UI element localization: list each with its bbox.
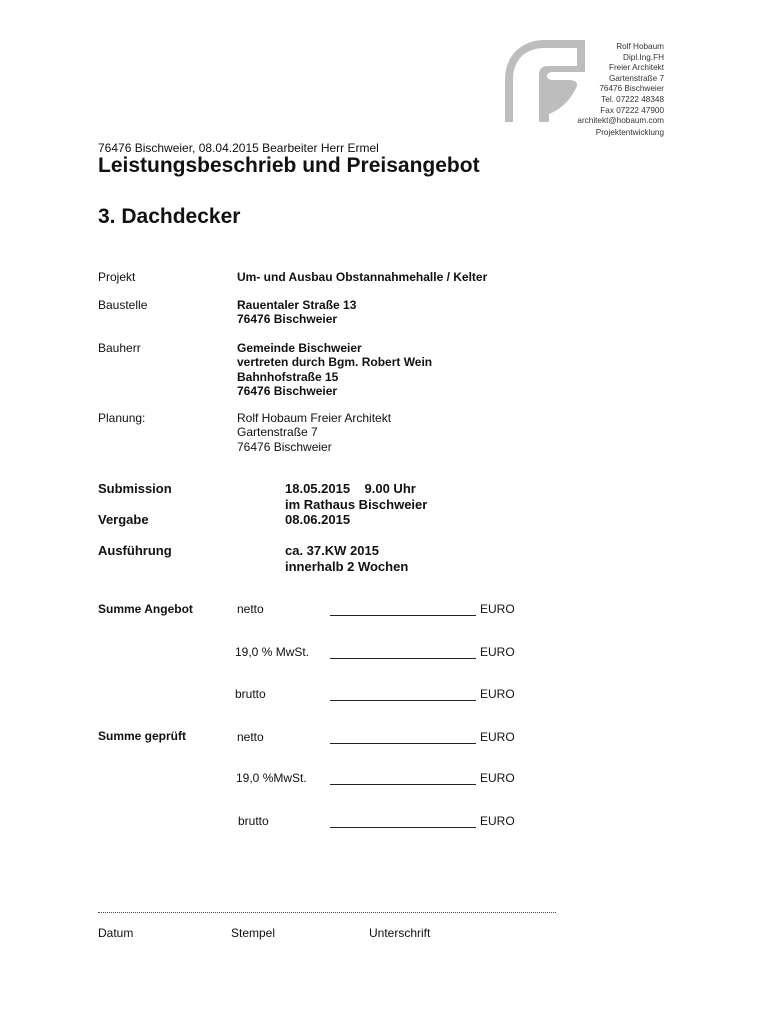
letterhead-address bbox=[577, 42, 664, 127]
submission-line: 18.05.2015 9.00 Uhr bbox=[285, 481, 416, 496]
geprueft-netto-label: netto bbox=[237, 730, 264, 744]
planung-label: Planung: bbox=[98, 411, 146, 425]
angebot-mwst-label: 19,0 % MwSt. bbox=[235, 645, 310, 659]
letterhead-subline: Projektentwicklung bbox=[595, 128, 664, 137]
geprueft-brutto-label: brutto bbox=[238, 814, 269, 828]
vergabe-value: 08.06.2015 bbox=[285, 512, 351, 527]
ausfuehrung-line: innerhalb 2 Wochen bbox=[285, 559, 409, 574]
currency-label: EURO bbox=[480, 814, 515, 828]
bauherr-line: vertreten durch Bgm. Robert Wein bbox=[237, 355, 433, 370]
baustelle-line: Rauentaler Straße 13 bbox=[237, 298, 357, 312]
currency-label: EURO bbox=[480, 730, 515, 744]
summe-geprueft-label: Summe geprüft bbox=[98, 729, 187, 743]
bauherr-value bbox=[237, 341, 432, 399]
submission-label: Submission bbox=[98, 481, 172, 496]
geprueft-netto-field[interactable] bbox=[330, 743, 476, 744]
summe-angebot-label: Summe Angebot bbox=[98, 602, 193, 616]
signature-line[interactable] bbox=[98, 912, 556, 913]
datum-label: Datum bbox=[98, 926, 134, 940]
bauherr-line: Gemeinde Bischweier bbox=[237, 341, 362, 355]
letterhead-line: Rolf Hobaum bbox=[616, 42, 664, 51]
currency-label: EURO bbox=[480, 645, 515, 659]
submission-value bbox=[285, 481, 427, 513]
document-subtitle: 3. Dachdecker bbox=[98, 205, 241, 228]
ausfuehrung-label: Ausführung bbox=[98, 543, 172, 558]
projekt-label: Projekt bbox=[98, 270, 136, 284]
angebot-mwst-field[interactable] bbox=[330, 658, 476, 659]
letterhead-line: 76476 Bischweier bbox=[599, 84, 664, 94]
currency-label: EURO bbox=[480, 602, 515, 616]
currency-label: EURO bbox=[480, 771, 515, 785]
geprueft-mwst-label: 19,0 %MwSt. bbox=[236, 771, 307, 785]
angebot-netto-field[interactable] bbox=[330, 615, 476, 616]
planung-line: Gartenstraße 7 bbox=[237, 425, 318, 440]
baustelle-value bbox=[237, 298, 356, 327]
submission-line: im Rathaus Bischweier bbox=[285, 497, 428, 512]
angebot-brutto-label: brutto bbox=[235, 687, 266, 701]
ausfuehrung-value bbox=[285, 543, 408, 575]
currency-label: EURO bbox=[480, 687, 515, 701]
letterhead-email: architekt@hobaum.com bbox=[577, 116, 664, 126]
bauherr-label: Bauherr bbox=[98, 341, 141, 355]
ausfuehrung-line: ca. 37.KW 2015 bbox=[285, 543, 379, 558]
baustelle-line: 76476 Bischweier bbox=[237, 312, 338, 327]
stempel-label: Stempel bbox=[231, 926, 276, 940]
document-title: Leistungsbeschrieb und Preisangebot bbox=[98, 154, 480, 177]
architect-logo bbox=[505, 40, 585, 122]
bauherr-line: 76476 Bischweier bbox=[237, 384, 338, 399]
bauherr-line: Bahnhofstraße 15 bbox=[237, 369, 339, 384]
geprueft-brutto-field[interactable] bbox=[330, 827, 476, 828]
planung-line: Rolf Hobaum Freier Architekt bbox=[237, 411, 392, 425]
planung-value bbox=[237, 411, 391, 454]
date-line: 76476 Bischweier, 08.04.2015 Bearbeiter Herr Ermel bbox=[98, 141, 379, 155]
planung-line: 76476 Bischweier bbox=[237, 439, 332, 454]
letterhead-line: Gartenstraße 7 bbox=[608, 73, 664, 83]
letterhead-line: Dipl.Ing.FH bbox=[623, 52, 664, 62]
projekt-value: Um- und Ausbau Obstannahmehalle / Kelter bbox=[237, 270, 488, 284]
vergabe-label: Vergabe bbox=[98, 512, 149, 527]
angebot-brutto-field[interactable] bbox=[330, 700, 476, 701]
letterhead-line: Tel. 07222 48348 bbox=[601, 94, 664, 104]
baustelle-label: Baustelle bbox=[98, 298, 148, 312]
angebot-netto-label: netto bbox=[237, 602, 264, 616]
letterhead-line: Fax 07222 47900 bbox=[600, 105, 664, 115]
letterhead-line: Freier Architekt bbox=[608, 63, 664, 73]
geprueft-mwst-field[interactable] bbox=[330, 784, 476, 785]
unterschrift-label: Unterschrift bbox=[369, 926, 431, 940]
